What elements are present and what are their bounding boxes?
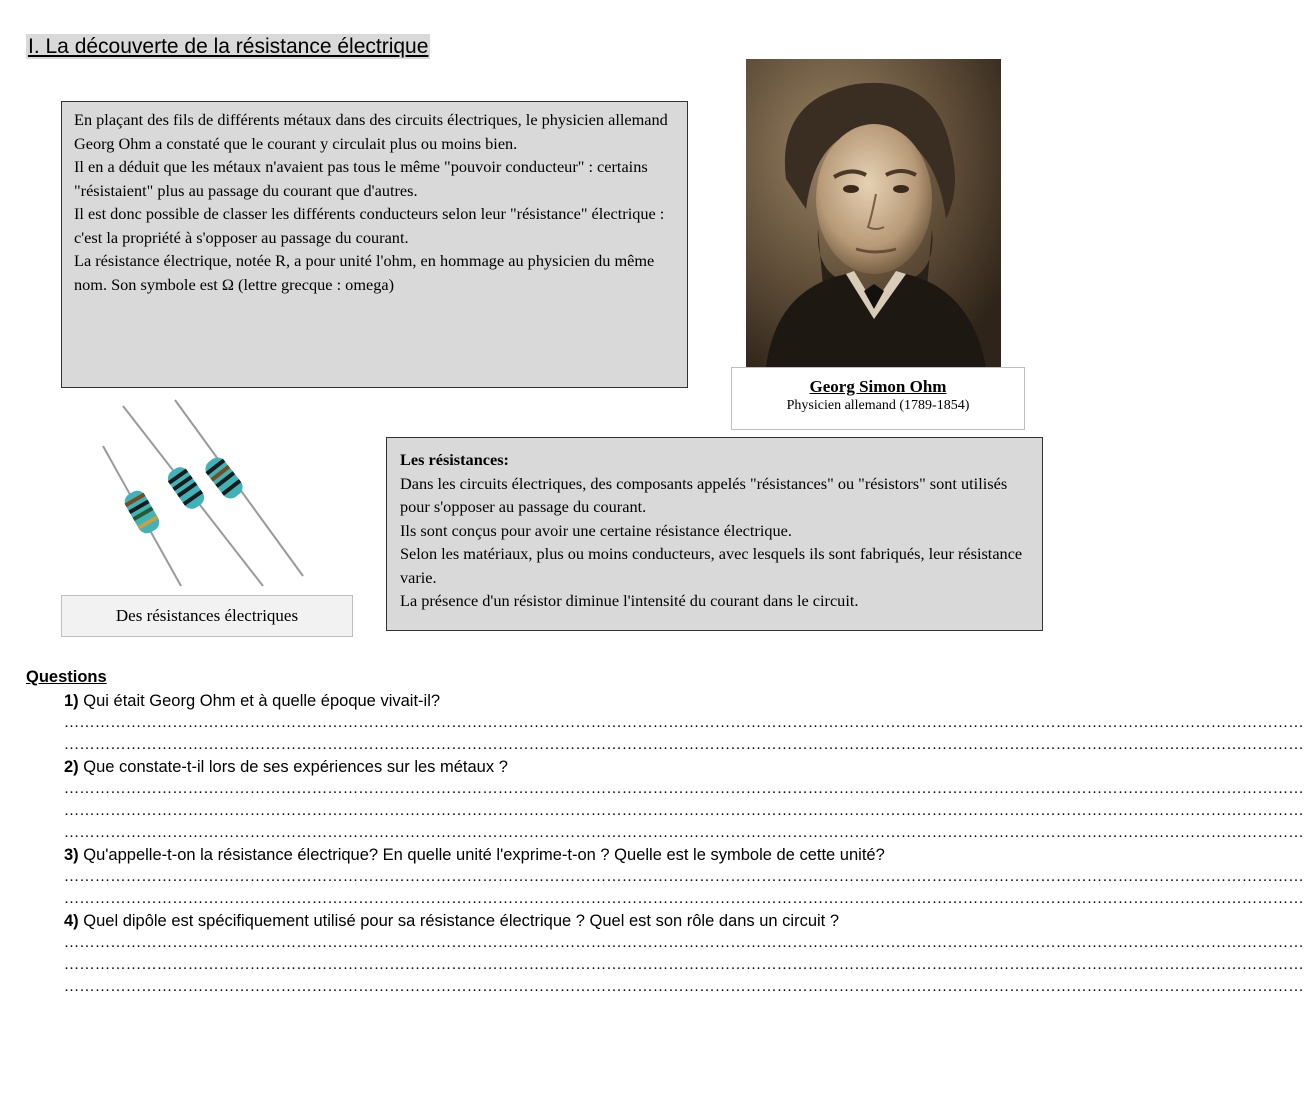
resistor-1 bbox=[121, 487, 162, 536]
intro-paragraph: Il est donc possible de classer les différents conducteurs selon leur "résistance" électrique : c'est la propriété à s'opposer au passage du courant. bbox=[74, 204, 665, 247]
answer-line[interactable]: …………………………………………………………………………………………………………………………………………………………………………………………………………………… bbox=[64, 957, 1304, 973]
resistances-line: Ils sont conçus pour avoir une certaine résistance électrique. bbox=[400, 520, 792, 540]
question-3 bbox=[64, 844, 1304, 910]
portrait-name: Georg Simon Ohm bbox=[809, 377, 947, 396]
question-4 bbox=[64, 910, 1304, 998]
resistor-3 bbox=[202, 454, 246, 502]
question-text: 4) Quel dipôle est spécifiquement utilisé pour sa résistance électrique ? Quel est son rôle dans un circuit ? bbox=[64, 912, 840, 930]
resistors-illustration bbox=[93, 398, 313, 588]
resistances-line: La présence d'un résistor diminue l'intensité du courant dans le circuit. bbox=[400, 591, 859, 610]
questions-heading: Questions bbox=[26, 668, 107, 686]
question-1 bbox=[64, 690, 1304, 756]
answer-line[interactable]: …………………………………………………………………………………………………………………………………………………………………………………………………………………… bbox=[64, 803, 1304, 819]
portrait-description: Physicien allemand (1789-1854) bbox=[786, 398, 970, 413]
resistances-box bbox=[386, 437, 1043, 631]
portrait-caption bbox=[731, 367, 1025, 430]
ohm-portrait bbox=[746, 59, 1001, 367]
intro-paragraph: La résistance électrique, notée R, a pour unité l'ohm, en hommage au physicien du même nom. Son symbole est Ω (lettre grecque : omega) bbox=[74, 251, 655, 294]
answer-line[interactable]: …………………………………………………………………………………………………………………………………………………………………………………………………………………… bbox=[64, 891, 1304, 907]
answer-line[interactable]: …………………………………………………………………………………………………………………………………………………………………………………………………………………… bbox=[64, 781, 1304, 797]
question-text: 1) Qui était Georg Ohm et à quelle époque vivait-il? bbox=[64, 692, 441, 710]
intro-paragraph: En plaçant des fils de différents métaux dans des circuits électriques, le physicien allemand Georg Ohm a constaté que le courant y circulait plus ou moins bien. bbox=[74, 110, 668, 153]
question-text: 3) Qu'appelle-t-on la résistance électrique? En quelle unité l'exprime-t-on ? Quelle est le symbole de cette unité? bbox=[64, 846, 885, 864]
question-2 bbox=[64, 756, 1304, 844]
questions-list bbox=[64, 690, 1304, 998]
answer-line[interactable]: …………………………………………………………………………………………………………………………………………………………………………………………………………………… bbox=[64, 825, 1304, 841]
answer-line[interactable]: …………………………………………………………………………………………………………………………………………………………………………………………………………………… bbox=[64, 869, 1304, 885]
section-title: I. La découverte de la résistance électrique bbox=[28, 35, 429, 58]
answer-line[interactable]: …………………………………………………………………………………………………………………………………………………………………………………………………………………… bbox=[64, 935, 1304, 951]
answer-line[interactable]: …………………………………………………………………………………………………………………………………………………………………………………………………………………… bbox=[64, 715, 1304, 731]
intro-paragraph: Il en a déduit que les métaux n'avaient pas tous le même "pouvoir conducteur" : certains "résistaient" plus au passage du courant que d'autres. bbox=[74, 157, 648, 200]
answer-line[interactable]: …………………………………………………………………………………………………………………………………………………………………………………………………………………… bbox=[64, 979, 1304, 995]
resistances-line: Dans les circuits électriques, des composants appelés "résistances" ou "résistors" sont utilisés pour s'opposer au passage du courant. bbox=[400, 473, 1008, 516]
resistors-image bbox=[93, 398, 313, 588]
resistances-line: Selon les matériaux, plus ou moins conducteurs, avec lesquels ils sont fabriqués, leur résistance varie. bbox=[400, 544, 1023, 587]
question-text: 2) Que constate-t-il lors de ses expériences sur les métaux ? bbox=[64, 758, 508, 776]
resistors-caption: Des résistances électriques bbox=[61, 595, 353, 637]
resistances-title: Les résistances: bbox=[400, 450, 509, 469]
portrait-illustration bbox=[746, 59, 1001, 367]
answer-line[interactable]: …………………………………………………………………………………………………………………………………………………………………………………………………………………… bbox=[64, 737, 1304, 753]
intro-text-box bbox=[61, 101, 688, 388]
